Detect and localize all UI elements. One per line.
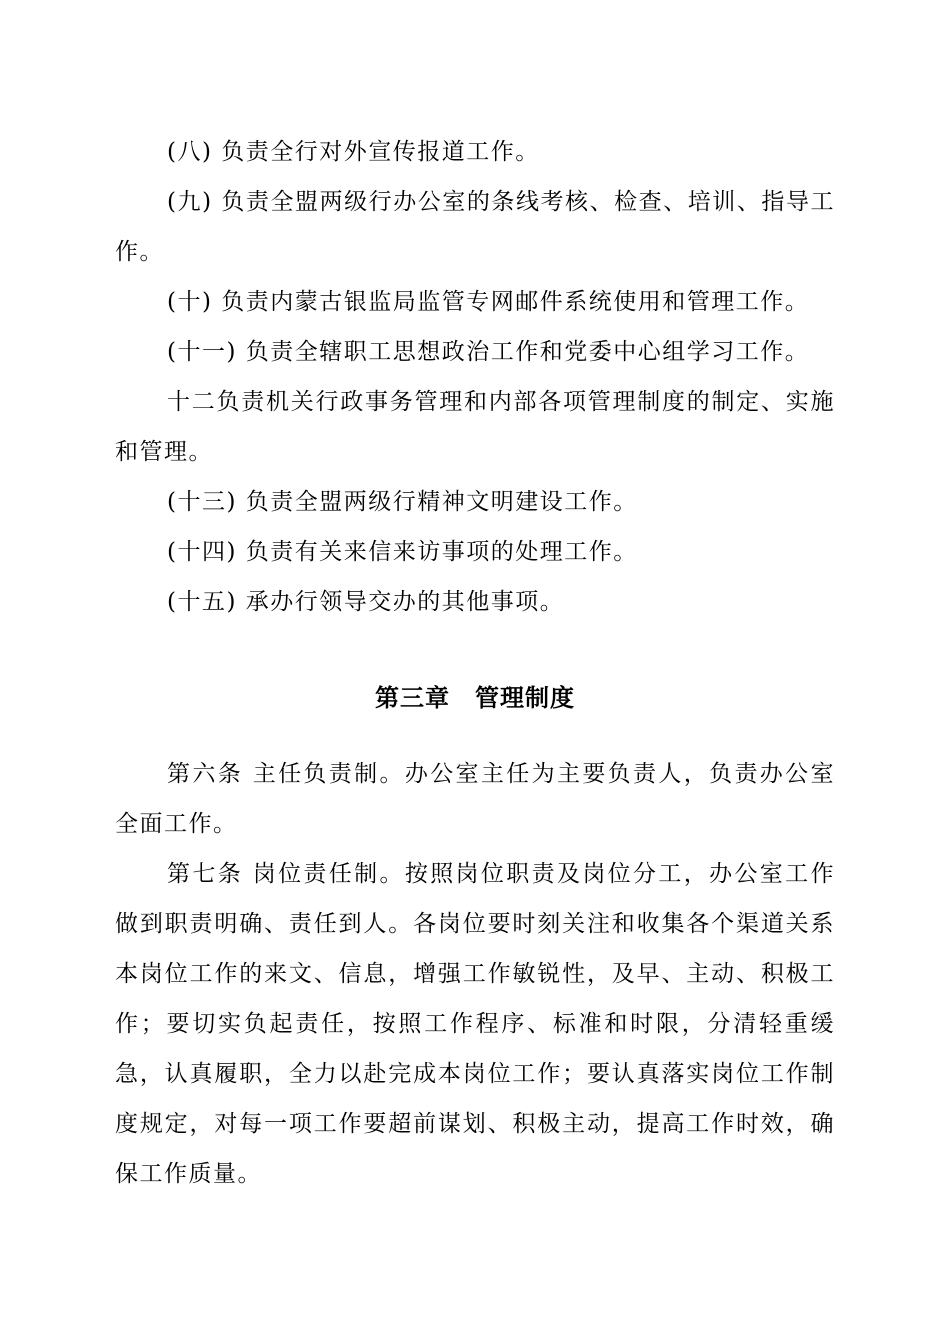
paragraph-item-8: (八) 负责全行对外宣传报道工作。 xyxy=(167,139,540,165)
article-7: 第七条 岗位责任制。按照岗位职责及岗位分工，办公室工作做到职责明确、责任到人。各岗位要时刻关注和收集各个渠道关系本岗位工作的来文、信息，增强工作敏锐性，及早、主动、积极工作；要切实负起责任，按照工作程序、标准和时限，分清轻重缓急，认真履职，全力以赴完成本岗位工作；要认真落实岗位工作制度规定，对每一项工作要超前谋划、积极主动，提高工作时效，确保工作质量。 xyxy=(115,861,835,1187)
paragraph-item-9: (九) 负责全盟两级行办公室的条线考核、检查、培训、指导工作。 xyxy=(115,189,835,265)
paragraph-item-13: (十三) 负责全盟两级行精神文明建设工作。 xyxy=(167,489,638,515)
paragraph-item-10: (十) 负责内蒙古银监局监管专网邮件系统使用和管理工作。 xyxy=(167,289,810,315)
article-6: 第六条 主任负责制。办公室主任为主要负责人，负责办公室全面工作。 xyxy=(115,761,835,837)
paragraph-item-12: 十二负责机关行政事务管理和内部各项管理制度的制定、实施和管理。 xyxy=(115,389,835,465)
paragraph-item-14: (十四) 负责有关来信来访事项的处理工作。 xyxy=(167,539,638,565)
chapter-heading: 第三章 管理制度 xyxy=(375,684,575,712)
paragraph-item-11: (十一) 负责全辖职工思想政治工作和党委中心组学习工作。 xyxy=(167,339,810,365)
paragraph-item-15: (十五) 承办行领导交办的其他事项。 xyxy=(167,589,565,615)
